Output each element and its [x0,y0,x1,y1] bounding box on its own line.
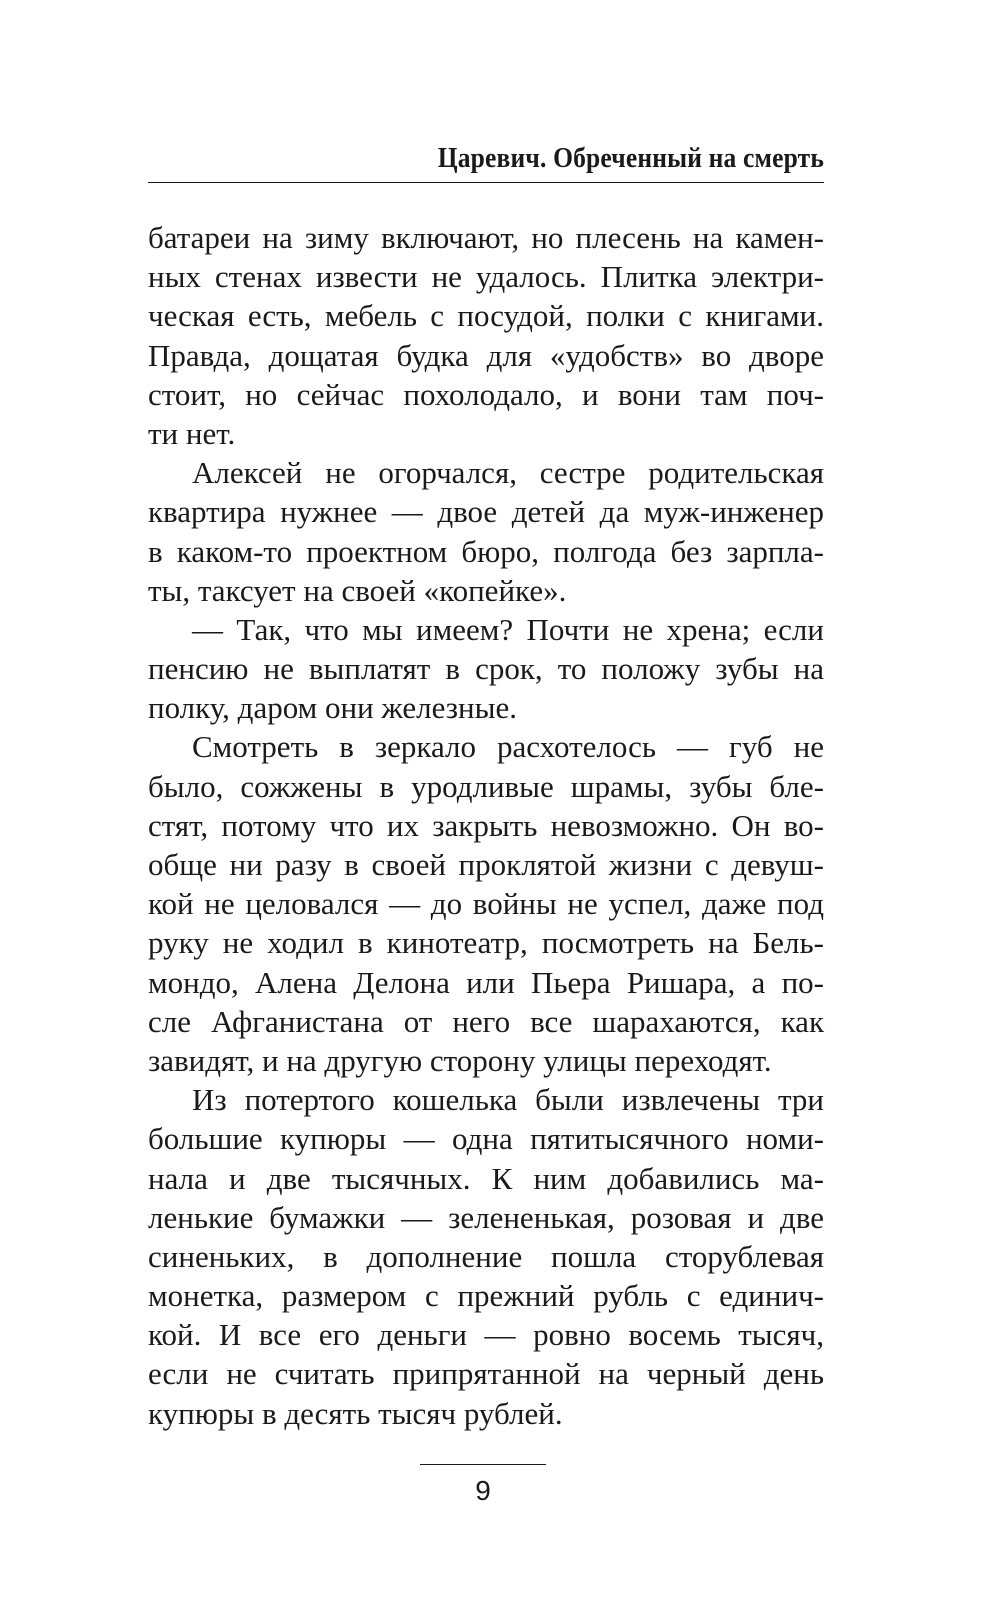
text-line: Из потертого кошелька были извлечены три [192,1082,824,1118]
header-rule [148,182,824,183]
text-line: кой не целовался — до войны не успел, даже под [148,886,824,922]
text-line: в каком-то проектном бюро, полгода без зарпла- [148,533,824,569]
folio-rule [420,1464,546,1465]
body-text [148,218,824,1433]
text-line: ческая есть, мебель с посудой, полки с книгами. [148,298,824,334]
text-line: кой. И все его деньги — ровно восемь тысяч, [148,1317,824,1353]
text-line: батареи на зиму включают, но плесень на камен- [148,220,824,255]
text-line: купюры в десять тысяч рублей. [148,1395,563,1431]
text-line: Алексей не огорчался, сестре родительская [192,455,824,491]
text-line: монетка, размером с прежний рубль с единич- [148,1278,824,1314]
text-line: ти нет. [148,415,236,451]
text-line: синеньких, в дополнение пошла сторублевая [148,1238,824,1274]
text-line: руку не ходил в кинотеатр, посмотреть на Бель- [148,925,824,961]
text-line: было, сожжены в уродливые шрамы, зубы бле- [148,768,824,804]
text-line: нала и две тысячных. К ним добавились ма- [148,1160,824,1196]
text-line: стоит, но сейчас похолодало, и вони там поч- [148,376,824,412]
text-line: — Так, что мы имеем? Почти не хрена; если [192,611,824,647]
text-line: Правда, дощатая будка для «удобств» во дворе [148,337,824,373]
running-header: Царевич. Обреченный на смерть [437,142,824,174]
text-line: если не считать припрятанной на черный день [148,1356,824,1392]
text-line: ленькие бумажки — зелененькая, розовая и две [148,1199,824,1235]
text-line: ных стенах извести не удалось. Плитка электри- [148,259,824,295]
text-line: ты, таксует на своей «копейке». [148,572,567,608]
text-line: квартира нужнее — двое детей да муж-инженер [148,494,824,530]
text-line: большие купюры — одна пятитысячного номи- [148,1121,824,1157]
text-line: полку, даром они железные. [148,690,517,726]
text-line: сле Афганистана от него все шарахаются, как [148,1003,824,1039]
text-line: обще ни разу в своей проклятой жизни с девуш- [148,847,824,882]
page-number: 9 [475,1475,491,1506]
text-line: мондо, Алена Делона или Пьера Ришара, а по- [148,964,824,1000]
text-line: завидят, и на другую сторону улицы переходят. [148,1042,772,1078]
text-line: пенсию не выплатят в срок, то положу зубы на [148,651,824,687]
text-line: стят, потому что их закрыть невозможно. Он во- [148,807,824,843]
text-line: Смотреть в зеркало расхотелось — губ не [192,729,824,765]
